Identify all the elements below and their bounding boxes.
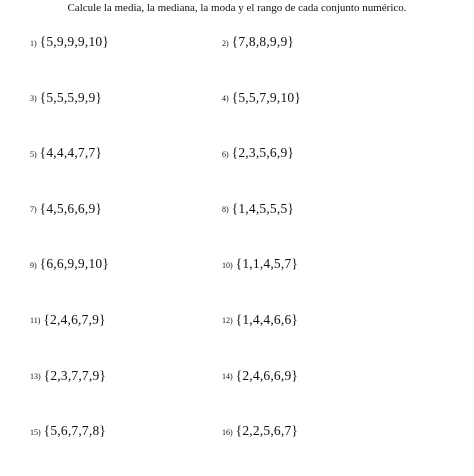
problem-number: 5) — [30, 149, 37, 159]
problem-number: 10) — [222, 260, 233, 270]
problem-item-14 — [222, 365, 414, 387]
number-set: {2,3,7,7,9} — [43, 367, 107, 383]
problem-item-9 — [30, 253, 222, 275]
problem-number: 1) — [30, 38, 37, 48]
problem-number: 3) — [30, 94, 37, 104]
problem-item-7 — [30, 198, 222, 220]
problem-item-13 — [30, 365, 222, 387]
number-set: {2,4,6,6,9} — [235, 367, 299, 383]
number-set: {6,6,9,9,10} — [39, 256, 110, 272]
number-set: {7,8,8,9,9} — [231, 34, 295, 49]
problem-number: 11) — [30, 316, 41, 326]
number-set: {5,6,7,7,8} — [43, 423, 107, 439]
problem-grid — [30, 31, 450, 476]
problem-number: 12) — [222, 316, 233, 326]
problem-number: 9) — [30, 260, 37, 270]
problem-item-1 — [30, 31, 222, 53]
problem-number: 13) — [30, 372, 41, 382]
problem-number: 4) — [222, 94, 229, 104]
number-set: {4,4,4,7,7} — [39, 145, 103, 161]
problem-item-15 — [30, 420, 222, 442]
number-set: {5,9,9,9,10} — [39, 34, 110, 49]
problem-item-2 — [222, 31, 414, 53]
problem-number: 14) — [222, 372, 233, 382]
problem-number: 8) — [222, 205, 229, 215]
number-set: {5,5,5,9,9} — [39, 89, 103, 105]
problem-item-12 — [222, 309, 414, 331]
problem-item-10 — [222, 253, 414, 275]
number-set: {2,3,5,6,9} — [231, 145, 295, 161]
problem-number: 6) — [222, 149, 229, 159]
problem-item-16 — [222, 420, 414, 442]
problem-item-3 — [30, 87, 222, 109]
problem-number: 2) — [222, 38, 229, 48]
problem-number: 7) — [30, 205, 37, 215]
number-set: {5,5,7,9,10} — [231, 89, 302, 105]
problem-number: 15) — [30, 427, 41, 437]
number-set: {1,4,5,5,5} — [231, 200, 295, 216]
number-set: {1,1,4,5,7} — [235, 256, 299, 272]
problem-item-11 — [30, 309, 222, 331]
problem-item-5 — [30, 142, 222, 164]
number-set: {1,4,4,6,6} — [235, 311, 299, 327]
problem-item-4 — [222, 87, 414, 109]
problem-item-8 — [222, 198, 414, 220]
instruction-title: Calcule la media, la mediana, la moda y el rango de cada conjunto numérico. — [67, 2, 407, 14]
number-set: {2,4,6,7,9} — [43, 311, 106, 327]
problem-item-6 — [222, 142, 414, 164]
problem-number: 16) — [222, 427, 233, 437]
number-set: {4,5,6,6,9} — [39, 200, 103, 216]
number-set: {2,2,5,6,7} — [235, 423, 299, 439]
